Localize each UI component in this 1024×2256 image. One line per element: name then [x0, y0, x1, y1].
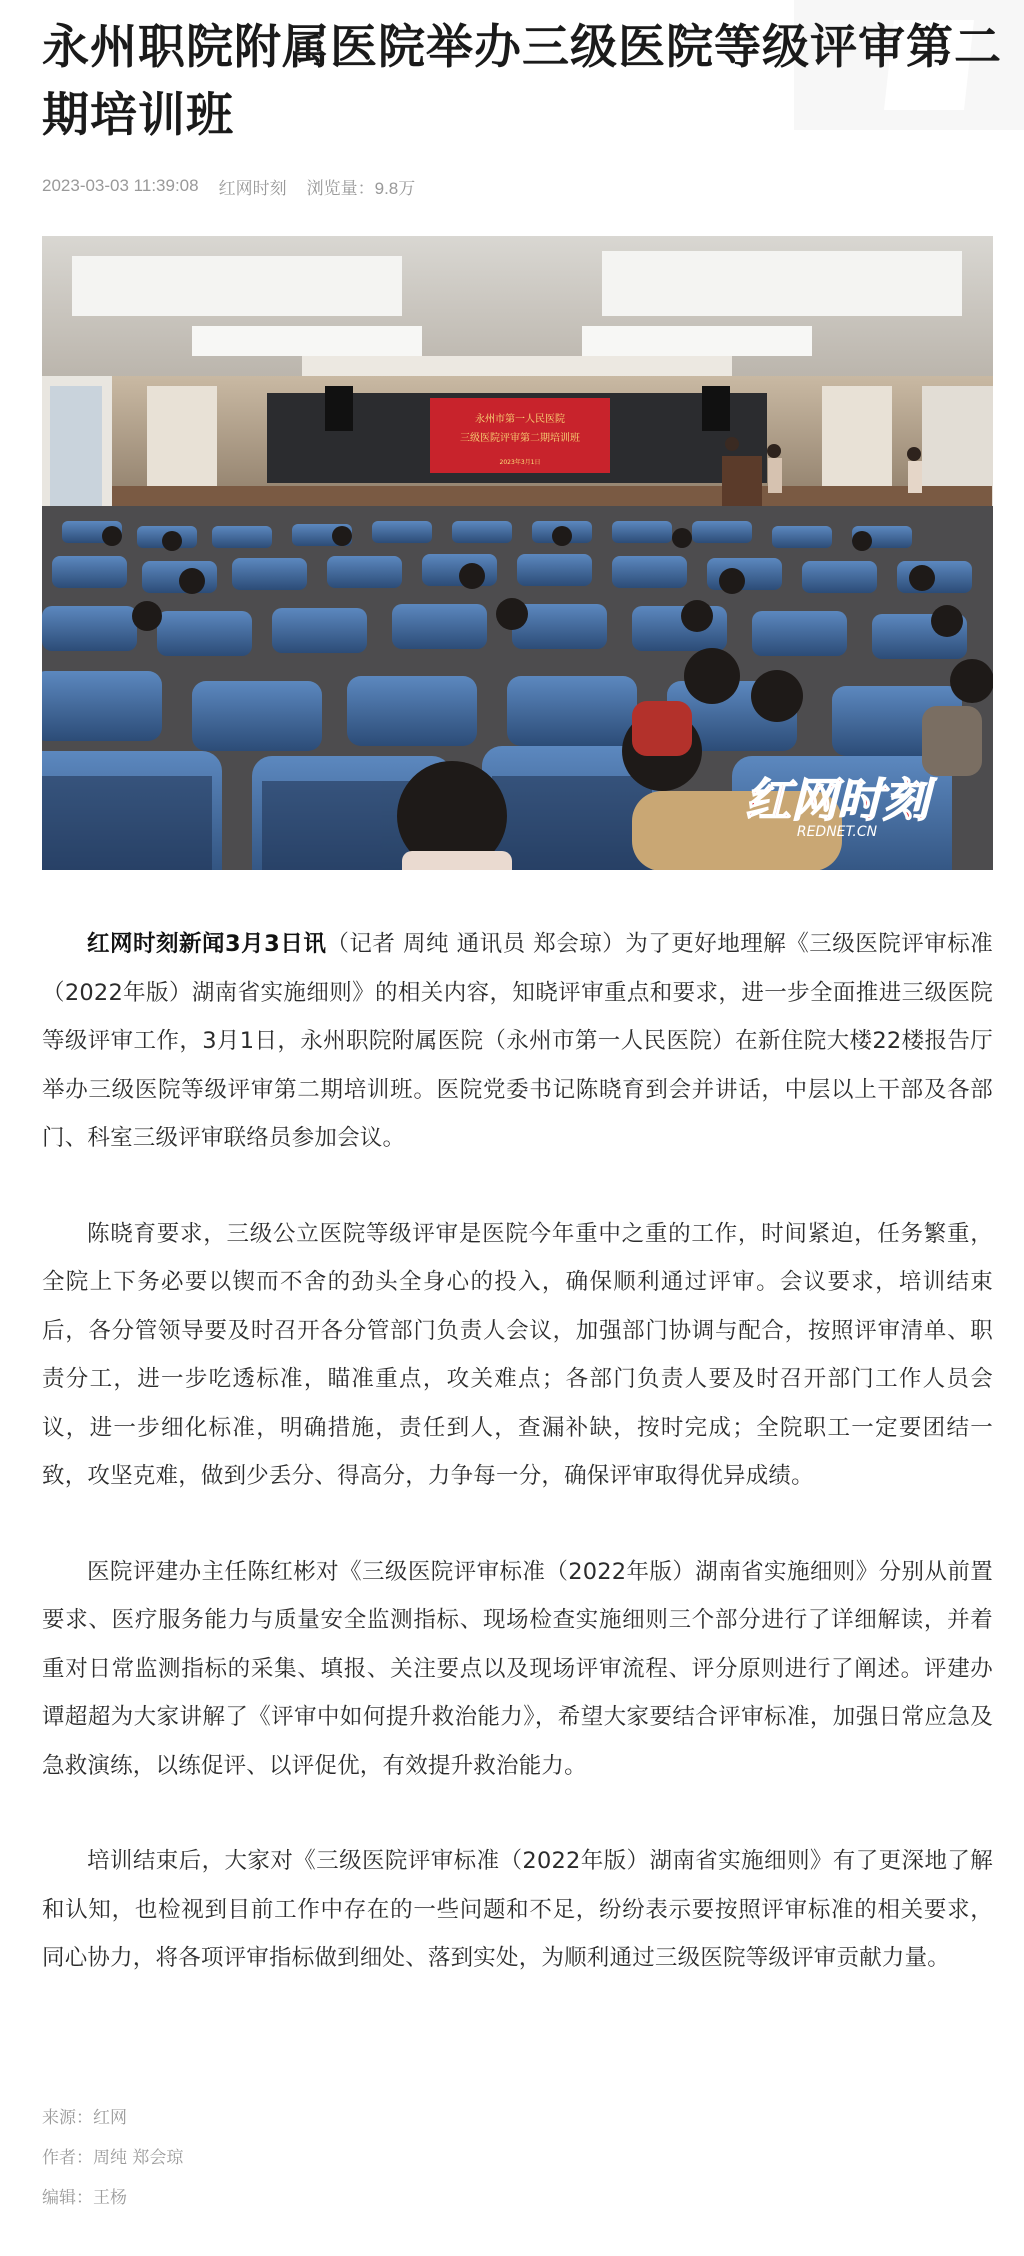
footer-author: 作者：周纯 郑会琼 [42, 2148, 184, 2168]
publish-date: 2023-03-03 11:39:08 [42, 176, 199, 195]
article-meta [42, 174, 415, 198]
article-title: 永州职院附属医院举办三级医院等级评审第二期培训班 [42, 20, 1002, 143]
footer-editor: 编辑：王杨 [42, 2188, 127, 2208]
article-footer [42, 2098, 183, 2218]
photo-logo-sub: REDNET.CN [796, 824, 878, 840]
paragraph-1 [42, 920, 993, 1163]
screen-line-2: 三级医院评审第二期培训班 [460, 433, 580, 444]
paragraph-3: 医院评建办主任陈红彬对《三级医院评审标准（2022年版）湖南省实施细则》分别从前置要求、医疗服务能力与质量安全监测指标、现场检查实施细则三个部分进行了详细解读，并着重对日常监测指标的采集、填报、关注要点以及现场评审流程、评分原则进行了阐述。评建办谭超超为大家讲解了《评审中如何提升救治能力》，希望大家要结合评审标准，加强日常应急及急救演练，以练促评、以评促优，有效提升救治能力。 [42, 1558, 993, 1779]
article-body [42, 920, 993, 2030]
article-photo [42, 236, 993, 870]
paragraph-2: 陈晓育要求，三级公立医院等级评审是医院今年重中之重的工作，时间紧迫，任务繁重，全院上下务必要以锲而不舍的劲头全身心的投入，确保顺利通过评审。会议要求，培训结束后，各分管领导要及时召开各分管部门负责人会议，加强部门协调与配合，按照评审清单、职责分工，进一步吃透标准，瞄准重点，攻关难点；各部门负责人要及时召开部门工作人员会议，进一步细化标准，明确措施，责任到人，查漏补缺，按时完成；全院职工一定要团结一致，攻坚克难，做到少丢分、得高分，力争每一分，确保评审取得优异成绩。 [42, 1220, 993, 1489]
photo-logo: 红网时刻 [745, 773, 929, 827]
screen-line-3: 2023年3月1日 [499, 459, 541, 466]
news-lead: 红网时刻新闻3月3日讯 [87, 931, 327, 957]
footer-source: 来源：红网 [42, 2108, 127, 2128]
paragraph-1-text: （记者 周纯 通讯员 郑会琼）为了更好地理解《三级医院评审标准（2022年版）湖南省实施细则》的相关内容，知晓评审重点和要求，进一步全面推进三级医院等级评审工作，3月1日，永州职院附属医院（永州市第一人民医院）在新住院大楼22楼报告厅举办三级医院等级评审第二期培训班。医院党委书记陈晓育到会并讲话，中层以上干部及各部门、科室三级评审联络员参加会议。 [42, 931, 993, 1151]
view-count: 浏览量：9.8万 [306, 178, 416, 198]
paragraph-4: 培训结束后，大家对《三级医院评审标准（2022年版）湖南省实施细则》有了更深地了解和认知，也检视到目前工作中存在的一些问题和不足，纷纷表示要按照评审标准的相关要求，同心协力，将各项评审指标做到细处、落到实处，为顺利通过三级医院等级评审贡献力量。 [42, 1848, 993, 1971]
screen-line-1: 永州市第一人民医院 [475, 414, 565, 425]
publish-source: 红网时刻 [218, 178, 287, 198]
